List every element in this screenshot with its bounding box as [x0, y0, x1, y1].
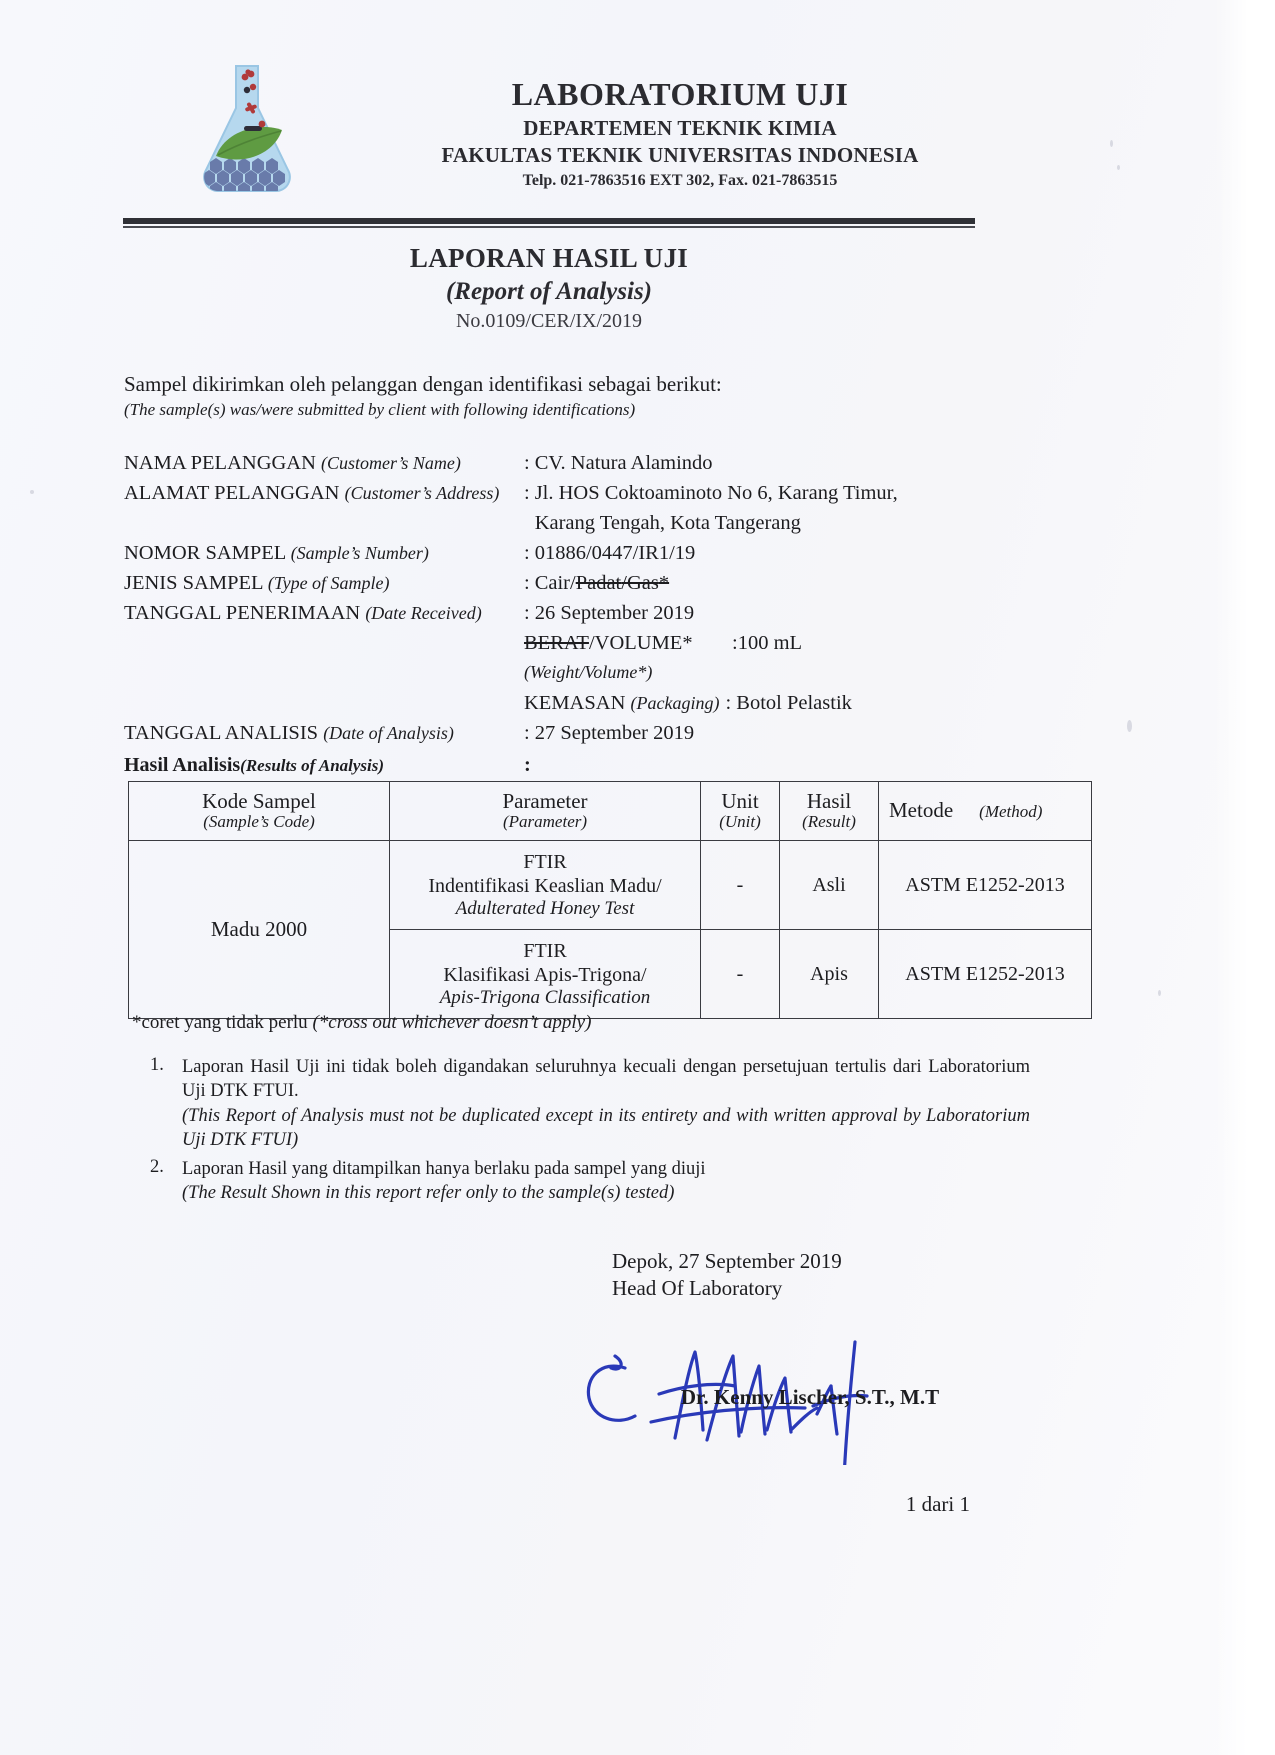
cell-method-2: ASTM E1252-2013	[879, 930, 1092, 1019]
field-weight-volume	[124, 632, 1084, 662]
cell-unit-1: -	[701, 841, 780, 930]
date-of-analysis-value: 27 September 2019	[534, 722, 695, 744]
customer-address-label-id: ALAMAT PELANGGAN	[124, 482, 340, 504]
header-divider	[123, 218, 975, 228]
note-1-number: 1.	[150, 1055, 164, 1075]
date-of-analysis-label	[124, 722, 524, 745]
note-2-en: (The Result Shown in this report refer only to the sample(s) tested)	[182, 1183, 675, 1204]
sample-type-label-id: JENIS SAMPEL	[124, 572, 263, 594]
parameter-1-line1: FTIR	[523, 850, 567, 873]
divider-thin-rule	[123, 226, 975, 228]
cell-result-2: Apis	[780, 930, 879, 1019]
customer-name-label-en: (Customer’s Name)	[321, 453, 461, 473]
packaging-label-en: (Packaging)	[630, 693, 720, 713]
note-2-body	[182, 1157, 1030, 1206]
report-title-block	[123, 243, 975, 333]
field-sample-type	[124, 572, 1084, 602]
colon: :	[524, 542, 530, 564]
footnote-id: *coret yang tidak perlu	[132, 1012, 308, 1033]
date-of-analysis-label-id: TANGGAL ANALISIS	[124, 722, 319, 744]
results-table	[128, 781, 1092, 1019]
weight-volume-value: 100 mL	[737, 632, 803, 654]
field-results-heading	[124, 754, 1084, 777]
results-heading-label-id: Hasil Analisis	[124, 754, 241, 776]
header-result-id: Hasil	[806, 788, 852, 813]
lab-name: LABORATORIUM UJI	[511, 76, 849, 112]
results-table-head	[129, 782, 1092, 841]
sample-type-struck-padat: Padat	[575, 572, 622, 594]
customer-address-value-line1: Jl. HOS Coktoaminoto No 6, Karang Timur,	[534, 482, 898, 504]
intro-block	[124, 372, 1024, 420]
cell-method-1: ASTM E1252-2013	[879, 841, 1092, 930]
customer-address-line2-wrap	[524, 512, 1084, 535]
cell-unit-2: -	[701, 930, 780, 1019]
page-title: LAPORAN HASIL UJI	[409, 243, 689, 273]
header-result-en: (Result)	[802, 812, 856, 832]
erlenmeyer-flask-leaf-honeycomb-logo	[182, 50, 312, 200]
volume-label-kept: /VOLUME*	[588, 632, 693, 654]
results-table-body	[129, 841, 1092, 1019]
date-received-label-id: TANGGAL PENERIMAAN	[124, 602, 361, 624]
field-weight-volume-en	[124, 662, 1084, 692]
sample-type-label-en: (Type of Sample)	[267, 573, 390, 593]
packaging-value-wrap	[725, 692, 851, 715]
cell-sample-code: Madu 2000	[129, 841, 390, 1019]
colon: :	[725, 692, 732, 714]
colon: :	[732, 632, 738, 654]
paper-speck	[1127, 720, 1132, 732]
header-sample-code-id: Kode Sampel	[202, 788, 316, 813]
results-heading-label-en: (Results of Analysis)	[240, 756, 385, 775]
intro-text-en: (The sample(s) was/were submitted by client with following identifications)	[124, 400, 636, 419]
sample-number-label-en: (Sample’s Number)	[290, 543, 429, 563]
signature-block	[612, 1248, 1032, 1303]
header-sample-code	[129, 782, 390, 841]
packaging-label	[524, 692, 719, 715]
sample-type-label	[124, 572, 524, 595]
customer-name-label	[124, 452, 524, 475]
field-date-of-analysis	[124, 722, 1084, 752]
field-customer-address	[124, 482, 1084, 512]
list-item	[150, 1055, 1030, 1153]
weight-label-struck: BERAT	[524, 632, 589, 654]
sample-number-value-wrap	[524, 542, 1084, 565]
header-unit-en: (Unit)	[719, 812, 761, 832]
cell-parameter-1	[390, 841, 701, 930]
table-header-row	[129, 782, 1092, 841]
customer-name-value: CV. Natura Alamindo	[534, 452, 713, 474]
parameter-1-line3: Adulterated Honey Test	[455, 897, 635, 919]
results-heading-colon: :	[524, 754, 531, 776]
footnote-en: (*cross out whichever doesn’t apply)	[312, 1012, 592, 1033]
paper-speck	[1158, 990, 1161, 996]
header-method-inner	[883, 799, 1087, 823]
notes-list	[150, 1055, 1030, 1209]
header-method	[879, 782, 1092, 841]
colon: :	[524, 572, 530, 594]
customer-name-label-id: NAMA PELANGGAN	[124, 452, 316, 474]
sample-type-asterisk: *	[658, 572, 670, 594]
signatory-name: Dr. Kenny Lischer, S.T., M.T	[680, 1385, 940, 1409]
field-date-received	[124, 602, 1084, 632]
footnote-crossout	[132, 1012, 591, 1034]
letterhead-text	[330, 76, 1030, 190]
header-parameter-id: Parameter	[502, 788, 588, 813]
date-received-value: 26 September 2019	[534, 602, 695, 624]
parameter-2-line3: Apis-Trigona Classification	[439, 986, 651, 1008]
date-of-analysis-label-en: (Date of Analysis)	[323, 723, 454, 743]
header-unit	[701, 782, 780, 841]
sample-type-struck-gas: Gas	[626, 572, 659, 594]
customer-address-label-en: (Customer’s Address)	[344, 483, 500, 503]
cell-parameter-2	[390, 930, 701, 1019]
signature-place-date: Depok, 27 September 2019	[612, 1249, 842, 1273]
weight-volume-label-en: (Weight/Volume*)	[524, 662, 653, 682]
parameter-1-line2: Indentifikasi Keaslian Madu/	[428, 874, 662, 897]
list-item	[150, 1157, 1030, 1206]
customer-address-label	[124, 482, 524, 505]
page-edge-highlight	[1215, 0, 1275, 1755]
customer-address-value-wrap	[524, 482, 1084, 505]
slash-struck: /	[621, 572, 627, 594]
results-heading-label	[124, 754, 524, 777]
parameter-2-line1: FTIR	[523, 939, 567, 962]
colon: :	[524, 722, 530, 744]
handwritten-signature	[555, 1290, 985, 1465]
cell-result-1: Asli	[780, 841, 879, 930]
note-1-id: Laporan Hasil Uji ini tidak boleh digandakan seluruhnya kecuali dengan persetujuan tertulis dari Laboratorium Uji DTK FTUI.	[182, 1057, 1030, 1102]
header-result	[780, 782, 879, 841]
field-customer-address-line2	[124, 512, 1084, 542]
note-2-id: Laporan Hasil yang ditampilkan hanya berlaku pada sampel yang diuji	[182, 1158, 706, 1179]
header-sample-code-en: (Sample’s Code)	[203, 812, 315, 832]
letterhead	[0, 44, 1275, 214]
field-packaging	[124, 692, 1084, 722]
field-customer-name	[124, 452, 1084, 482]
report-number: No.0109/CER/IX/2019	[455, 310, 643, 332]
page-title-english: (Report of Analysis)	[445, 278, 653, 305]
header-unit-id: Unit	[721, 788, 759, 813]
colon: :	[524, 602, 530, 624]
note-1-body	[182, 1055, 1030, 1153]
parameter-2-line2: Klasifikasi Apis-Trigona/	[443, 963, 647, 986]
sample-type-kept: Cair	[534, 572, 570, 594]
weight-volume-label	[524, 632, 732, 655]
customer-name-value-wrap	[524, 452, 1084, 475]
sample-number-label	[124, 542, 524, 565]
header-parameter	[390, 782, 701, 841]
packaging-value: Botol Pelastik	[736, 692, 852, 714]
page-number: 1 dari 1	[905, 1492, 970, 1516]
date-received-label	[124, 602, 524, 625]
sample-number-value: 01886/0447/IR1/19	[534, 542, 696, 564]
date-received-value-wrap	[524, 602, 1084, 625]
sample-type-value-wrap	[524, 572, 1084, 595]
department-name: DEPARTEMEN TEKNIK KIMIA	[523, 116, 837, 140]
colon: :	[524, 452, 530, 474]
date-received-label-en: (Date Received)	[365, 603, 482, 623]
header-parameter-en: (Parameter)	[502, 812, 588, 832]
divider-thick-rule	[123, 218, 975, 224]
weight-volume-value-wrap	[732, 632, 802, 655]
intro-text-id: Sampel dikirimkan oleh pelanggan dengan identifikasi sebagai berikut:	[124, 372, 722, 396]
header-method-id: Metode	[889, 798, 954, 823]
note-1-en: (This Report of Analysis must not be duplicated except in its entirety and with written approval by Laboratorium Uji DTK FTUI)	[182, 1105, 1030, 1151]
table-row	[129, 841, 1092, 930]
sample-number-label-id: NOMOR SAMPEL	[124, 542, 286, 564]
customer-address-value-line2: Karang Tengah, Kota Tangerang	[534, 512, 801, 534]
identification-block	[124, 452, 1084, 777]
contact-line: Telp. 021-7863516 EXT 302, Fax. 021-7863515	[522, 172, 838, 189]
header-method-en: (Method)	[979, 802, 1043, 822]
field-sample-number	[124, 542, 1084, 572]
paper-speck	[30, 490, 34, 494]
slash: /	[570, 572, 576, 594]
signature-role: Head Of Laboratory	[612, 1276, 783, 1301]
packaging-label-id: KEMASAN	[524, 692, 626, 714]
date-of-analysis-value-wrap	[524, 722, 1084, 745]
faculty-name: FAKULTAS TEKNIK UNIVERSITAS INDONESIA	[441, 143, 919, 167]
note-2-number: 2.	[150, 1156, 164, 1177]
colon: :	[524, 482, 530, 504]
